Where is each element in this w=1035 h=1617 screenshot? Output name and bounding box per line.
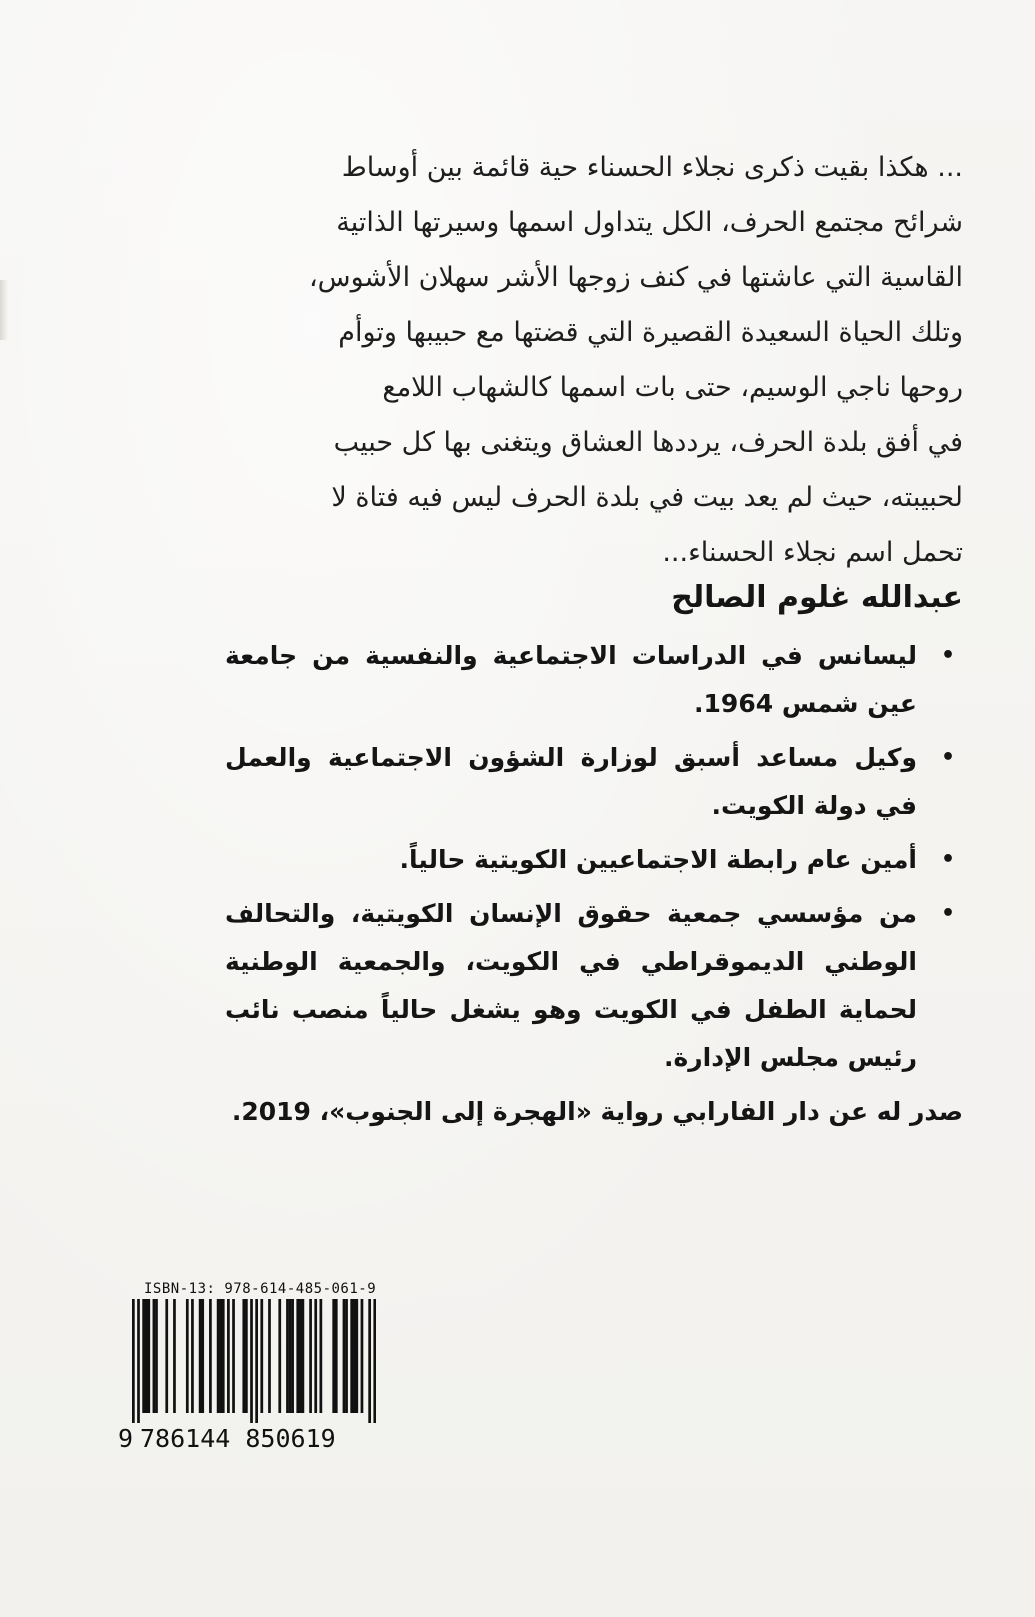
barcode-bar — [302, 1299, 305, 1413]
barcode-number: 786144 850619 — [140, 1424, 336, 1453]
barcode-bar — [260, 1299, 263, 1413]
barcode-bars — [132, 1299, 376, 1423]
barcode-bar — [155, 1299, 158, 1413]
author-bio-list — [225, 632, 963, 1088]
barcode-bar — [147, 1299, 150, 1413]
blurb-line: القاسية التي عاشتها في كنف زوجها الأشر سهلان الأشوس، — [308, 262, 963, 293]
barcode-bar — [361, 1299, 364, 1413]
blurb-line: في أفق بلدة الحرف، يرددها العشاق ويتغنى بها كل حبيب — [333, 427, 963, 458]
barcode-bar — [245, 1299, 248, 1413]
barcode-bar — [268, 1299, 271, 1413]
bullet-icon: • — [940, 847, 955, 872]
bio-item — [225, 734, 963, 830]
barcode-bar — [314, 1299, 317, 1413]
blurb-line: وتلك الحياة السعيدة القصيرة التي قضتها مع حبيبها وتوأم — [338, 317, 963, 348]
bio-item-text: أمين عام رابطة الاجتماعيين الكويتية حالياً. — [399, 845, 917, 874]
barcode-bar — [173, 1299, 176, 1413]
barcode-bar — [278, 1299, 281, 1413]
barcode-bar — [219, 1299, 222, 1413]
barcode-bar — [355, 1299, 358, 1413]
barcode-bar — [289, 1299, 292, 1413]
barcode-bar — [199, 1299, 202, 1413]
barcode-bar — [309, 1299, 312, 1413]
barcode-bar — [142, 1299, 145, 1413]
barcode-bar — [132, 1299, 135, 1423]
bullet-icon: • — [940, 643, 955, 668]
bullet-icon: • — [940, 901, 955, 926]
blurb-line: لحبيبته، حيث لم يعد بيت في بلدة الحرف ليس فيه فتاة لا — [331, 482, 963, 513]
blurb-line: شرائح مجتمع الحرف، الكل يتداول اسمها وسيرتها الذاتية — [336, 207, 963, 238]
barcode-bar — [291, 1299, 294, 1413]
bio-item-text: ليسانس في الدراسات الاجتماعية والنفسية من جامعة عين شمس 1964. — [225, 641, 917, 718]
barcode-bar — [201, 1299, 204, 1413]
publication-note: صدر له عن دار الفارابي رواية «الهجرة إلى الجنوب»، 2019. — [231, 1097, 963, 1126]
barcode-bar — [153, 1299, 156, 1413]
barcode-bar — [332, 1299, 335, 1413]
bio-item — [225, 632, 963, 728]
barcode-bar — [242, 1299, 245, 1413]
barcode-bar — [145, 1299, 148, 1413]
blurb-line: ... هكذا بقيت ذكرى نجلاء الحسناء حية قائمة بين أوساط — [341, 152, 963, 183]
barcode-bar — [335, 1299, 338, 1413]
barcode-bar — [368, 1299, 371, 1423]
blurb-text — [225, 140, 963, 580]
barcode-bar — [373, 1299, 376, 1423]
barcode-lead-digit: 9 — [118, 1424, 134, 1453]
bio-item — [225, 836, 963, 884]
bio-item-text: من مؤسسي جمعية حقوق الإنسان الكويتية، والتحالف الوطني الديموقراطي في الكويت، والجمعية الوطنية لحماية الطفل في الكويت وهو يشغل حالياً منصب نائب رئيس مجلس الإدارة. — [225, 899, 917, 1072]
barcode-bar — [217, 1299, 220, 1413]
barcode-bar — [165, 1299, 168, 1413]
blurb-line: تحمل اسم نجلاء الحسناء... — [662, 537, 963, 568]
page-edge-stain — [0, 280, 8, 340]
bio-item-text: وكيل مساعد أسبق لوزارة الشؤون الاجتماعية والعمل في دولة الكويت. — [225, 743, 917, 820]
barcode-bar — [137, 1299, 140, 1423]
barcode-bar — [227, 1299, 230, 1413]
isbn-barcode — [118, 1281, 390, 1457]
bullet-icon: • — [940, 745, 955, 770]
barcode-bar — [209, 1299, 212, 1413]
barcode-bar — [345, 1299, 348, 1413]
author-name: عبدالله غلوم الصالح — [671, 580, 963, 615]
barcode-bar — [186, 1299, 189, 1413]
barcode-bar — [250, 1299, 253, 1423]
barcode-bar — [343, 1299, 346, 1413]
isbn-label: ISBN-13: 978-614-485-061-9 — [144, 1281, 377, 1297]
blurb-line: روحها ناجي الوسيم، حتى بات اسمها كالشهاب اللامع — [382, 372, 963, 403]
barcode-bar — [350, 1299, 353, 1413]
barcode-bar — [232, 1299, 235, 1413]
barcode-digits — [118, 1424, 390, 1453]
barcode-bar — [353, 1299, 356, 1413]
barcode-bar — [222, 1299, 225, 1413]
barcode-bar — [286, 1299, 289, 1413]
barcode-bar — [191, 1299, 194, 1413]
barcode-bar — [299, 1299, 302, 1413]
barcode-bar — [296, 1299, 299, 1413]
barcode-bar — [255, 1299, 258, 1423]
barcode-bar — [319, 1299, 322, 1413]
bio-item — [225, 890, 963, 1082]
